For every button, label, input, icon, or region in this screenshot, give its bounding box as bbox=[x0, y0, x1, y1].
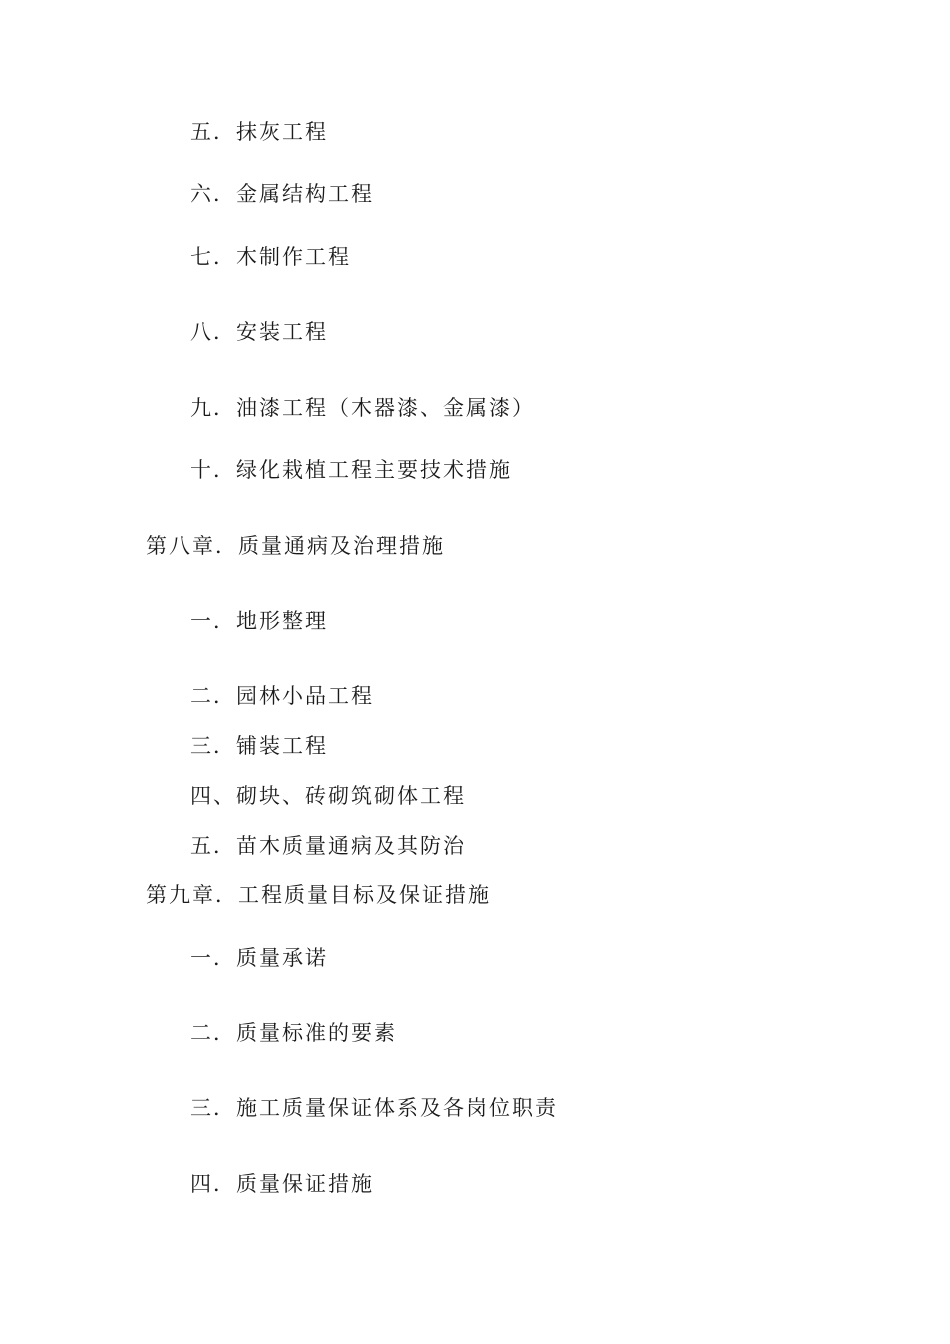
toc-entry: 三．铺装工程 bbox=[190, 734, 328, 758]
toc-entry: 二．园林小品工程 bbox=[190, 684, 374, 708]
toc-chapter-heading: 第九章．工程质量目标及保证措施 bbox=[146, 883, 491, 907]
toc-entry: 九．油漆工程（木器漆、金属漆） bbox=[190, 396, 535, 420]
toc-entry: 一．地形整理 bbox=[190, 609, 328, 633]
toc-entry: 十．绿化栽植工程主要技术措施 bbox=[190, 458, 512, 482]
toc-entry: 四．质量保证措施 bbox=[190, 1172, 374, 1196]
toc-entry: 五．苗木质量通病及其防治 bbox=[190, 834, 466, 858]
toc-entry: 四、砌块、砖砌筑砌体工程 bbox=[190, 784, 466, 808]
toc-entry: 六．金属结构工程 bbox=[190, 182, 374, 206]
toc-entry: 七．木制作工程 bbox=[190, 245, 351, 269]
toc-entry: 五．抹灰工程 bbox=[190, 120, 328, 144]
toc-chapter-heading: 第八章．质量通病及治理措施 bbox=[146, 534, 445, 558]
toc-entry: 八．安装工程 bbox=[190, 320, 328, 344]
toc-entry: 二．质量标准的要素 bbox=[190, 1021, 397, 1045]
toc-entry: 三．施工质量保证体系及各岗位职责 bbox=[190, 1096, 558, 1120]
toc-entry: 一．质量承诺 bbox=[190, 946, 328, 970]
